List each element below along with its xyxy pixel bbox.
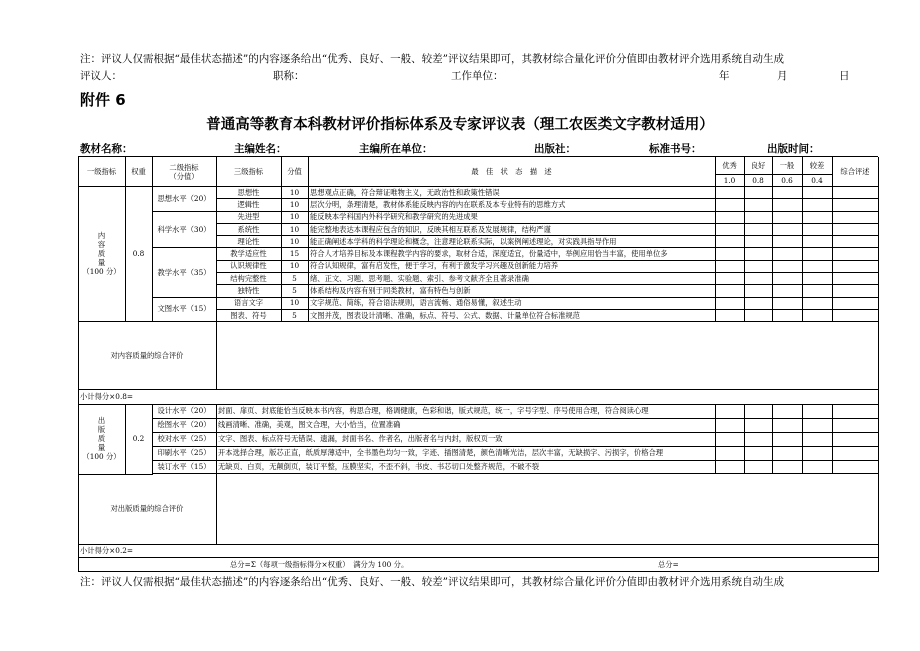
- content-score: 10: [281, 223, 309, 236]
- top-note: 注：评议人仅需根据“最佳状态描述”的内容逐条给出“优秀、良好、一般、较差”评议结果即可，其教材综合量化评价分值即由教材评介选用系统自动生成: [80, 53, 784, 65]
- content-score: 5: [281, 284, 309, 297]
- content-rating-cell[interactable]: [772, 211, 803, 224]
- header-overall: 综合评述: [832, 157, 879, 187]
- header-rating-3: 一般: [772, 157, 803, 175]
- content-score: 10: [281, 211, 309, 224]
- content-rating-cell[interactable]: [772, 309, 803, 322]
- content-rating-cell[interactable]: [744, 297, 773, 310]
- content-rating-cell[interactable]: [772, 272, 803, 285]
- header-rating-1: 优秀: [715, 157, 745, 175]
- content-indicator: 理论性: [216, 235, 282, 248]
- content-score: 10: [281, 260, 309, 273]
- content-rating-cell[interactable]: [715, 223, 745, 236]
- publishing-overall-comment-cell[interactable]: [832, 432, 879, 447]
- isbn-label: 标准书号：: [649, 143, 702, 155]
- editor-unit-label: 主编所在单位：: [359, 143, 433, 155]
- content-description: 绪、正文、习题、思考题、实验题、索引、参考文献齐全且著录准确: [308, 272, 716, 285]
- content-overall-comment-cell[interactable]: [832, 248, 879, 261]
- content-overall-comment-cell[interactable]: [832, 309, 879, 322]
- publishing-rating-cell[interactable]: [772, 460, 803, 475]
- content-indicator: 语言文字: [216, 297, 282, 310]
- content-rating-cell[interactable]: [744, 284, 773, 297]
- content-score: 10: [281, 297, 309, 310]
- content-rating-cell[interactable]: [802, 223, 833, 236]
- header-score: 分值: [281, 157, 309, 187]
- publishing-rating-cell[interactable]: [744, 418, 773, 433]
- total-row: [78, 557, 879, 572]
- publishing-level1-line: 量: [97, 443, 106, 453]
- publishing-rating-cell[interactable]: [744, 446, 773, 461]
- publishing-rating-cell[interactable]: [772, 432, 803, 447]
- publishing-rating-cell[interactable]: [715, 446, 745, 461]
- publishing-description: 封面、扉页、封底能恰当反映本书内容，构思合理，格调健康，色彩和谐，版式规范，统一，字号字型、序号使用合理，符合阅读心理: [216, 404, 716, 419]
- reviewer-unit-label: 工作单位：: [451, 70, 504, 82]
- content-rating-cell[interactable]: [802, 284, 833, 297]
- publishing-rating-cell[interactable]: [744, 460, 773, 475]
- content-rating-cell[interactable]: [744, 272, 773, 285]
- evaluation-table: [78, 156, 878, 571]
- content-indicator: 逻辑性: [216, 198, 282, 211]
- publishing-rating-cell[interactable]: [772, 418, 803, 433]
- publishing-level1-line: （100 分）: [82, 452, 121, 462]
- date-day-label: 日: [839, 70, 850, 82]
- content-overall-label: 对内容质量的综合评价: [78, 321, 217, 390]
- total-score-label: 总分=: [658, 559, 679, 569]
- publishing-indicator: 设计水平（20）: [152, 404, 217, 419]
- publishing-indicator: 印刷水平（25）: [152, 446, 217, 461]
- content-level1-line: （100 分）: [82, 267, 121, 277]
- content-rating-cell[interactable]: [802, 235, 833, 248]
- content-rating-cell[interactable]: [802, 186, 833, 199]
- content-overall-comment-cell[interactable]: [832, 186, 879, 199]
- header-coeff-2: 0.8: [744, 174, 773, 187]
- header-description: 最 佳 状 态 描 述: [308, 157, 716, 187]
- content-description: 文图并茂，图表设计清晰、准确，标点、符号、公式、数据、计量单位符合标准规范: [308, 309, 716, 322]
- content-rating-cell[interactable]: [715, 211, 745, 224]
- content-rating-cell[interactable]: [744, 198, 773, 211]
- content-rating-cell[interactable]: [802, 198, 833, 211]
- content-rating-cell[interactable]: [802, 309, 833, 322]
- content-rating-cell[interactable]: [715, 260, 745, 273]
- publishing-description: 开本选择合理，版芯正直，纸质厚薄适中，全书墨色均匀一致，字迹、插图清楚，颜色清晰光洁，层次丰富，无缺损字、污损字，价格合理: [216, 446, 716, 461]
- publishing-rating-cell[interactable]: [802, 404, 833, 419]
- publishing-rating-cell[interactable]: [715, 404, 745, 419]
- header-coeff-4: 0.4: [802, 174, 833, 187]
- content-rating-cell[interactable]: [772, 198, 803, 211]
- publishing-indicator: 校对水平（25）: [152, 432, 217, 447]
- content-overall-comment-cell[interactable]: [832, 284, 879, 297]
- reviewer-label: 评议人：: [80, 70, 122, 82]
- publishing-overall-comment-cell[interactable]: [832, 446, 879, 461]
- content-description: 符合认知规律，富有启发性，便于学习，有利于激发学习兴趣及创新能力培养: [308, 260, 716, 273]
- publishing-weight: 0.2: [125, 404, 153, 475]
- content-level1-line: 质: [97, 249, 106, 259]
- content-indicator: 思想性: [216, 186, 282, 199]
- content-level1-line: 量: [97, 258, 106, 268]
- publishing-level1-line: 出: [97, 416, 106, 426]
- content-group-3: 教学水平（35）: [152, 248, 217, 298]
- content-description: 能反映本学科国内外科学研究和教学研究的先进成果: [308, 211, 716, 224]
- content-group-2: 科学水平（30）: [152, 211, 217, 249]
- content-indicator: 认识规律性: [216, 260, 282, 273]
- content-group-4: 文图水平（15）: [152, 297, 217, 323]
- content-score: 10: [281, 186, 309, 199]
- content-rating-cell[interactable]: [744, 211, 773, 224]
- publishing-indicator: 绘图水平（20）: [152, 418, 217, 433]
- publishing-rating-cell[interactable]: [744, 432, 773, 447]
- content-indicator: 系统性: [216, 223, 282, 236]
- content-overall-comment-cell[interactable]: [832, 211, 879, 224]
- content-description: 思想观点正确，符合辩证唯物主义，无政治性和政策性错误: [308, 186, 716, 199]
- content-rating-cell[interactable]: [715, 198, 745, 211]
- content-rating-cell[interactable]: [715, 186, 745, 199]
- content-rating-cell[interactable]: [802, 248, 833, 261]
- content-rating-cell[interactable]: [802, 211, 833, 224]
- content-weight: 0.8: [125, 186, 153, 322]
- publishing-subtotal: 小计得分×0.2=: [78, 544, 879, 558]
- content-rating-cell[interactable]: [744, 248, 773, 261]
- content-subtotal: 小计得分×0.8=: [78, 389, 879, 405]
- content-level1-line: 内: [97, 231, 106, 241]
- content-description: 符合人才培养目标及本课程教学内容的要求，取材合适，深度适宜，份量适中，举例应用恰当丰富，使用单位多: [308, 248, 716, 261]
- publishing-rating-cell[interactable]: [802, 432, 833, 447]
- publisher-label: 出版社：: [534, 143, 576, 155]
- total-formula: 总分=Σ（每项一级指标得分×权重） 满分为 100 分。: [230, 559, 409, 569]
- content-score: 5: [281, 272, 309, 285]
- publishing-overall-input[interactable]: [216, 474, 879, 546]
- content-rating-cell[interactable]: [715, 284, 745, 297]
- content-score: 10: [281, 198, 309, 211]
- content-rating-cell[interactable]: [744, 186, 773, 199]
- header-coeff-3: 0.6: [772, 174, 803, 187]
- content-overall-comment-cell[interactable]: [832, 297, 879, 310]
- content-rating-cell[interactable]: [715, 272, 745, 285]
- content-score: 10: [281, 235, 309, 248]
- content-overall-comment-cell[interactable]: [832, 223, 879, 236]
- publishing-description: 无缺页、白页，无颠倒页，装订平整，压膜坚实，不歪不斜，书皮、书芯切口处整齐规范，不破不裂: [216, 460, 716, 475]
- publishing-description: 线画清晰、准确，美观，图文合理，大小恰当，位置准确: [216, 418, 716, 433]
- content-rating-cell[interactable]: [715, 235, 745, 248]
- content-rating-cell[interactable]: [772, 186, 803, 199]
- publishing-overall-comment-cell[interactable]: [832, 418, 879, 433]
- publishing-level1-line: 版: [97, 425, 106, 435]
- date-month-label: 月: [777, 70, 788, 82]
- content-rating-cell[interactable]: [715, 297, 745, 310]
- content-overall-input[interactable]: [216, 321, 879, 390]
- content-rating-cell[interactable]: [744, 235, 773, 248]
- content-rating-cell[interactable]: [802, 297, 833, 310]
- header-level2-line: 二级指标: [169, 162, 199, 172]
- header-level1: 一级指标: [78, 157, 126, 187]
- content-overall-comment-cell[interactable]: [832, 198, 879, 211]
- publishing-indicator: 装订水平（15）: [152, 460, 217, 475]
- content-description: 能正确阐述本学科的科学理论和概念，注意理论联系实际，以案例阐述理论，对实践具指导作用: [308, 235, 716, 248]
- publishing-level1-line: 质: [97, 434, 106, 444]
- date-year-label: 年: [719, 70, 730, 82]
- content-level1-line: 容: [97, 240, 106, 250]
- content-group-1: 思想水平（20）: [152, 186, 217, 212]
- header-rating-2: 良好: [744, 157, 773, 175]
- content-indicator: 结构完整性: [216, 272, 282, 285]
- header-weight: 权重: [125, 157, 153, 187]
- bottom-note: 注：评议人仅需根据“最佳状态描述”的内容逐条给出“优秀、良好、一般、较差”评议结果即可，其教材综合量化评价分值即由教材评介选用系统自动生成: [80, 576, 784, 588]
- publishing-overall-comment-cell[interactable]: [832, 460, 879, 475]
- content-indicator: 教学适应性: [216, 248, 282, 261]
- content-rating-cell[interactable]: [715, 309, 745, 322]
- content-indicator: 独特性: [216, 284, 282, 297]
- content-indicator: 图表、符号: [216, 309, 282, 322]
- content-overall-comment-cell[interactable]: [832, 235, 879, 248]
- content-rating-cell[interactable]: [715, 248, 745, 261]
- content-rating-cell[interactable]: [744, 309, 773, 322]
- content-description: 体系结构及内容有别于同类教材，富有特色与创新: [308, 284, 716, 297]
- publishing-rating-cell[interactable]: [744, 404, 773, 419]
- content-rating-cell[interactable]: [744, 223, 773, 236]
- content-description: 能完整地表达本课程应包含的知识，反映其相互联系及发展规律，结构严谨: [308, 223, 716, 236]
- publishing-rating-cell[interactable]: [772, 404, 803, 419]
- publishing-description: 文字、图表、标点符号无错误、遗漏，封面书名、作者名，出版者名与内封，版权页一致: [216, 432, 716, 447]
- header-rating-4: 较差: [802, 157, 833, 175]
- content-rating-cell[interactable]: [772, 260, 803, 273]
- header-level2-line: （分值）: [169, 171, 199, 181]
- content-rating-cell[interactable]: [802, 260, 833, 273]
- publishing-rating-cell[interactable]: [772, 446, 803, 461]
- content-description: 文字规范、简练，符合语法规则，语言流畅、通俗易懂，叙述生动: [308, 297, 716, 310]
- content-rating-cell[interactable]: [772, 248, 803, 261]
- page-title: 普通高等教育本科教材评价指标体系及专家评议表（理工农医类文字教材适用）: [206, 117, 714, 133]
- publishing-rating-cell[interactable]: [715, 432, 745, 447]
- publishing-rating-cell[interactable]: [802, 460, 833, 475]
- publishing-rating-cell[interactable]: [802, 446, 833, 461]
- content-rating-cell[interactable]: [772, 284, 803, 297]
- header-coeff-1: 1.0: [715, 174, 745, 187]
- publishing-overall-comment-cell[interactable]: [832, 404, 879, 419]
- publishing-level1: [78, 404, 126, 475]
- content-rating-cell[interactable]: [772, 223, 803, 236]
- pub-date-label: 出版时间：: [767, 143, 820, 155]
- content-rating-cell[interactable]: [772, 297, 803, 310]
- header-level2: [152, 157, 217, 187]
- content-description: 层次分明，条理清楚，教材体系能反映内容的内在联系及本专业特有的思维方式: [308, 198, 716, 211]
- publishing-overall-label: 对出版质量的综合评价: [78, 474, 217, 546]
- content-rating-cell[interactable]: [772, 235, 803, 248]
- content-rating-cell[interactable]: [802, 272, 833, 285]
- attachment-label: 附件 6: [80, 91, 126, 109]
- content-score: 15: [281, 248, 309, 261]
- content-indicator: 先进型: [216, 211, 282, 224]
- editor-label: 主编姓名：: [234, 143, 287, 155]
- book-name-label: 教材名称：: [80, 143, 133, 155]
- content-overall-comment-cell[interactable]: [832, 272, 879, 285]
- header-level3: 三级指标: [216, 157, 282, 187]
- publishing-rating-cell[interactable]: [802, 418, 833, 433]
- publishing-rating-cell[interactable]: [715, 418, 745, 433]
- reviewer-title-label: 职称：: [273, 70, 305, 82]
- content-overall-comment-cell[interactable]: [832, 260, 879, 273]
- content-score: 5: [281, 309, 309, 322]
- content-rating-cell[interactable]: [744, 260, 773, 273]
- publishing-rating-cell[interactable]: [715, 460, 745, 475]
- content-level1: [78, 186, 126, 322]
